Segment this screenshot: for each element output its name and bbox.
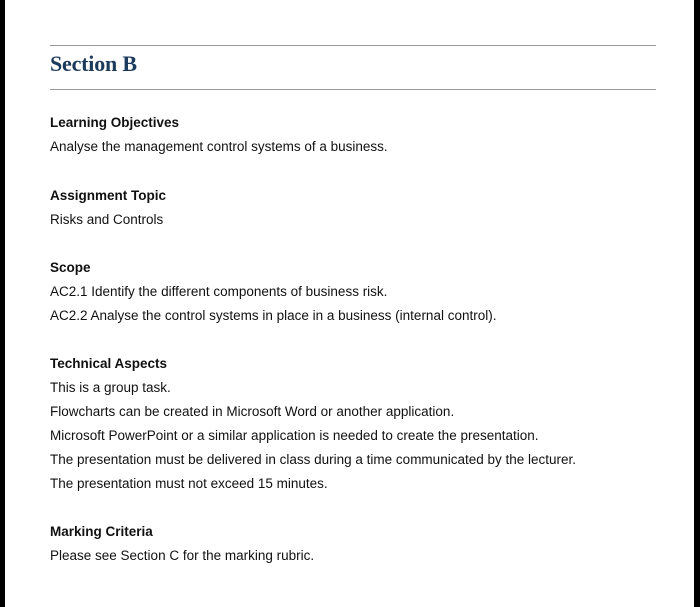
- section-title: Section B: [50, 51, 137, 76]
- technical-aspects-item: Microsoft PowerPoint or a similar application is needed to create the presentation.: [50, 428, 539, 443]
- technical-aspects-block: [50, 352, 576, 496]
- assignment-topic-block: [50, 184, 166, 232]
- scope-block: [50, 256, 496, 328]
- marking-criteria-block: [50, 520, 314, 568]
- learning-objectives-text: Analyse the management control systems of a business.: [50, 139, 388, 154]
- technical-aspects-heading: Technical Aspects: [50, 356, 168, 371]
- marking-criteria-heading: Marking Criteria: [50, 524, 153, 539]
- scope-item: AC2.1 Identify the different components of business risk.: [50, 284, 388, 299]
- scope-item: AC2.2 Analyse the control systems in place in a business (internal control).: [50, 308, 497, 323]
- bottom-divider: [50, 89, 656, 90]
- learning-objectives-heading: Learning Objectives: [50, 115, 180, 130]
- technical-aspects-item: This is a group task.: [50, 380, 171, 395]
- technical-aspects-item: Flowcharts can be created in Microsoft Word or another application.: [50, 404, 455, 419]
- learning-objectives-block: [50, 111, 388, 159]
- top-divider: [50, 45, 656, 46]
- technical-aspects-item: The presentation must be delivered in class during a time communicated by the lecturer.: [50, 452, 577, 467]
- scope-heading: Scope: [50, 260, 91, 275]
- marking-criteria-text: Please see Section C for the marking rubric.: [50, 548, 315, 563]
- assignment-topic-heading: Assignment Topic: [50, 188, 167, 203]
- technical-aspects-item: The presentation must not exceed 15 minutes.: [50, 476, 328, 491]
- assignment-topic-text: Risks and Controls: [50, 212, 164, 227]
- document-page: [5, 0, 694, 607]
